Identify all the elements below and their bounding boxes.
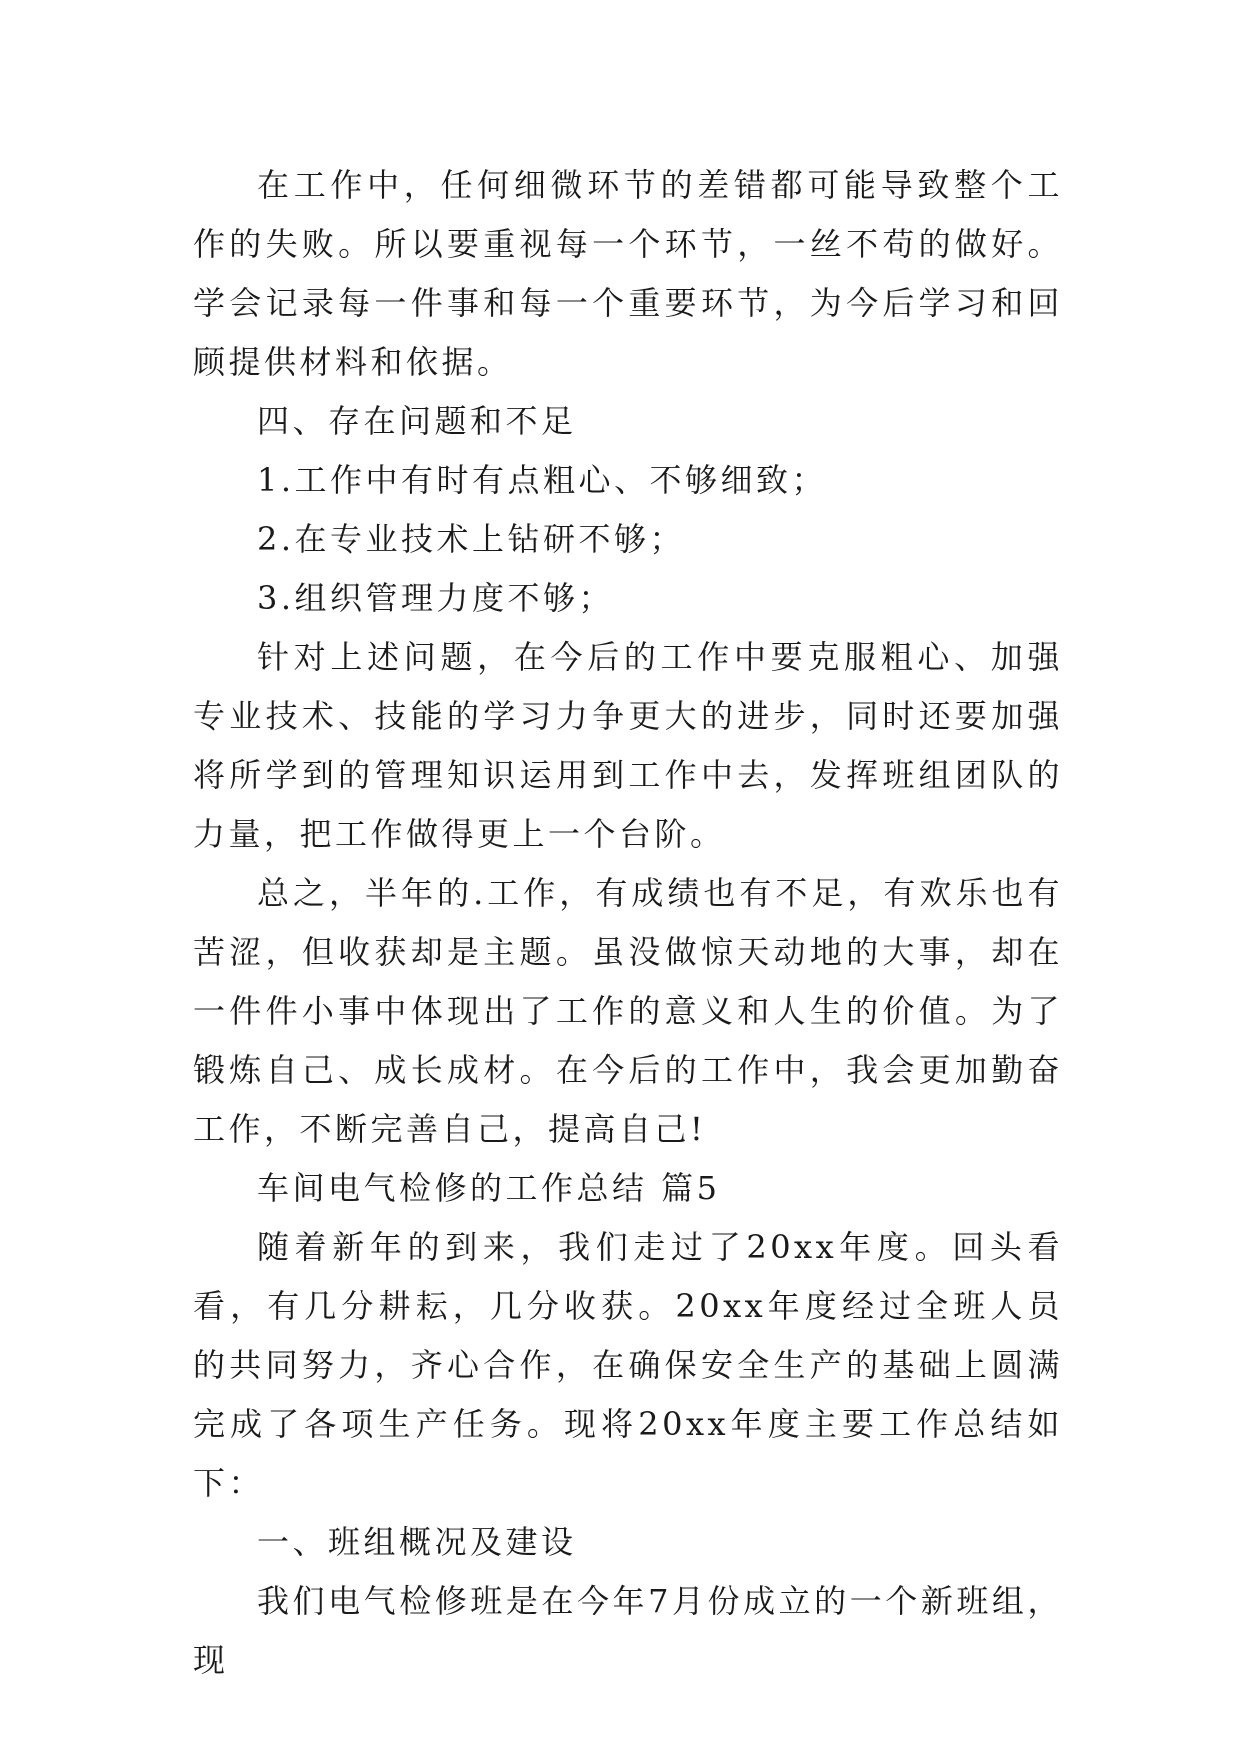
paragraph-conclusion: 总之，半年的.工作，有成绩也有不足，有欢乐也有苦涩，但收获却是主题。虽没做惊天动地的大事，却在一件件小事中体现出了工作的意义和人生的价值。为了锻炼自己、成长成材。在今后的工作中，我会更加勤奋工作，不断完善自己，提高自己! [193, 874, 1063, 1148]
paragraph-team-founding: 我们电气检修班是在今年7月份成立的一个新班组，现 [193, 1582, 1063, 1679]
list-item-technical-study: 2.在专业技术上钻研不够； [257, 520, 686, 558]
heading-team-overview: 一、班组概况及建设 [257, 1523, 577, 1561]
section-title-part-5: 车间电气检修的工作总结 篇5 [257, 1169, 721, 1207]
paragraph-attention-to-detail: 在工作中，任何细微环节的差错都可能导致整个工作的失败。所以要重视每一个环节，一丝不苟的做好。学会记录每一件事和每一个重要环节，为今后学习和回顾提供材料和依据。 [193, 166, 1063, 381]
list-item-carelessness: 1.工作中有时有点粗心、不够细致； [257, 461, 828, 499]
paragraph-improvement-plan: 针对上述问题，在今后的工作中要克服粗心、加强专业技术、技能的学习力争更大的进步，同时还要加强将所学到的管理知识运用到工作中去，发挥班组团队的力量，把工作做得更上一个台阶。 [193, 638, 1063, 853]
heading-problems-and-shortcomings: 四、存在问题和不足 [257, 402, 577, 440]
paragraph-annual-intro: 随着新年的到来，我们走过了20xx年度。回头看看，有几分耕耘，几分收获。20xx年度经过全班人员的共同努力，齐心合作，在确保安全生产的基础上圆满完成了各项生产任务。现将20xx年度主要工作总结如下： [193, 1228, 1063, 1502]
document-body [193, 156, 1063, 1690]
list-item-management: 3.组织管理力度不够； [257, 579, 615, 617]
